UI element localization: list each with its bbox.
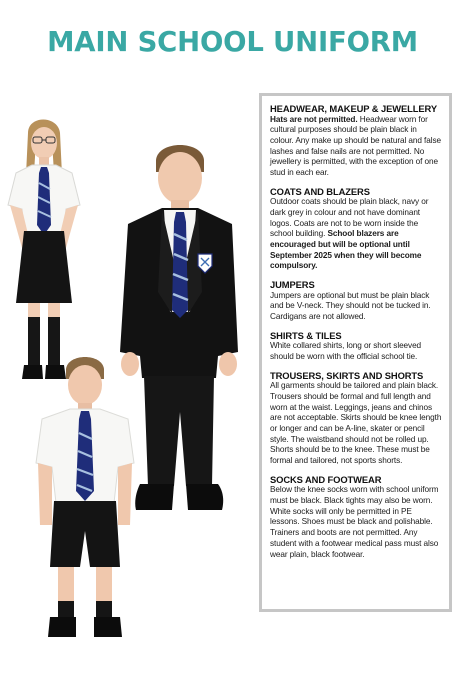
student-photo-boy-shorts — [34, 355, 138, 643]
section-lead-bold: Hats are not permitted. — [270, 114, 358, 124]
section-body — [270, 197, 442, 272]
section-text: Jumpers are optional but must be plain black and be V-neck. They should not be tucked in. Cardigans are not allowed. — [270, 290, 431, 322]
section-body — [270, 341, 442, 362]
section-heading: SHIRTS & TILES — [270, 329, 342, 341]
section-headwear — [270, 103, 442, 179]
section-shirts-ties — [270, 330, 442, 363]
section-heading: TROUSERS, SKIRTS AND SHORTS — [270, 369, 424, 381]
section-coats-blazers — [270, 186, 442, 272]
section-heading: HEADWEAR, MAKEUP & JEWELLERY — [270, 103, 438, 114]
section-jumpers — [270, 279, 442, 323]
page-title: MAIN SCHOOL UNIFORM — [47, 26, 418, 58]
section-heading: COATS AND BLAZERS — [270, 185, 370, 197]
uniform-rules-panel — [259, 93, 452, 612]
section-socks-footwear — [270, 474, 442, 560]
section-tail-bold: School blazers are encouraged but will be optional until September 2025 when they will become compulsory. — [270, 229, 422, 271]
section-trousers-skirts-shorts — [270, 370, 442, 467]
section-text: All garments should be tailored and plain black. Trousers should be formal and full length and worn at the waist. Leggings, jeans and chinos are not acceptable. Skirts should be knee length or longer and can be A-line, skater or pencil style. The waistband should not be rolled up. Shorts should be to the knee. These must be formal and tailored, not sports shorts. — [270, 381, 442, 466]
section-heading: JUMPERS — [270, 279, 315, 291]
section-text: Outdoor coats should be plain black, navy or dark grey in colour and not have dominant logos. Coats are not to be worn inside the school building. — [270, 197, 429, 239]
section-body — [270, 115, 442, 179]
section-body — [270, 381, 442, 467]
section-text: White collared shirts, long or short sleeved should be worn with the official school tie. — [270, 341, 422, 361]
boy-shorts-figure — [34, 355, 138, 643]
section-body — [270, 485, 442, 560]
section-body — [270, 291, 442, 323]
section-heading: SOCKS AND FOOTWEAR — [270, 473, 382, 485]
section-text: Headwear worn for cultural purposes should be plain black in colour. Any make up should be natural and false lashes and false nails are not permitted. No jewellery is permitted, with the exception of one stud in each ear. — [270, 114, 441, 178]
section-text: Below the knee socks worn with school uniform must be black. Black tights may also be worn. White socks will only be permitted in PE lessons. Shoes must be black and polishable. Trainers and boots are not permitted. Any student with a footwear medical pass must also wear plain, black footwear. — [270, 485, 439, 559]
girl-figure — [2, 113, 88, 385]
student-photo-girl — [2, 113, 88, 385]
